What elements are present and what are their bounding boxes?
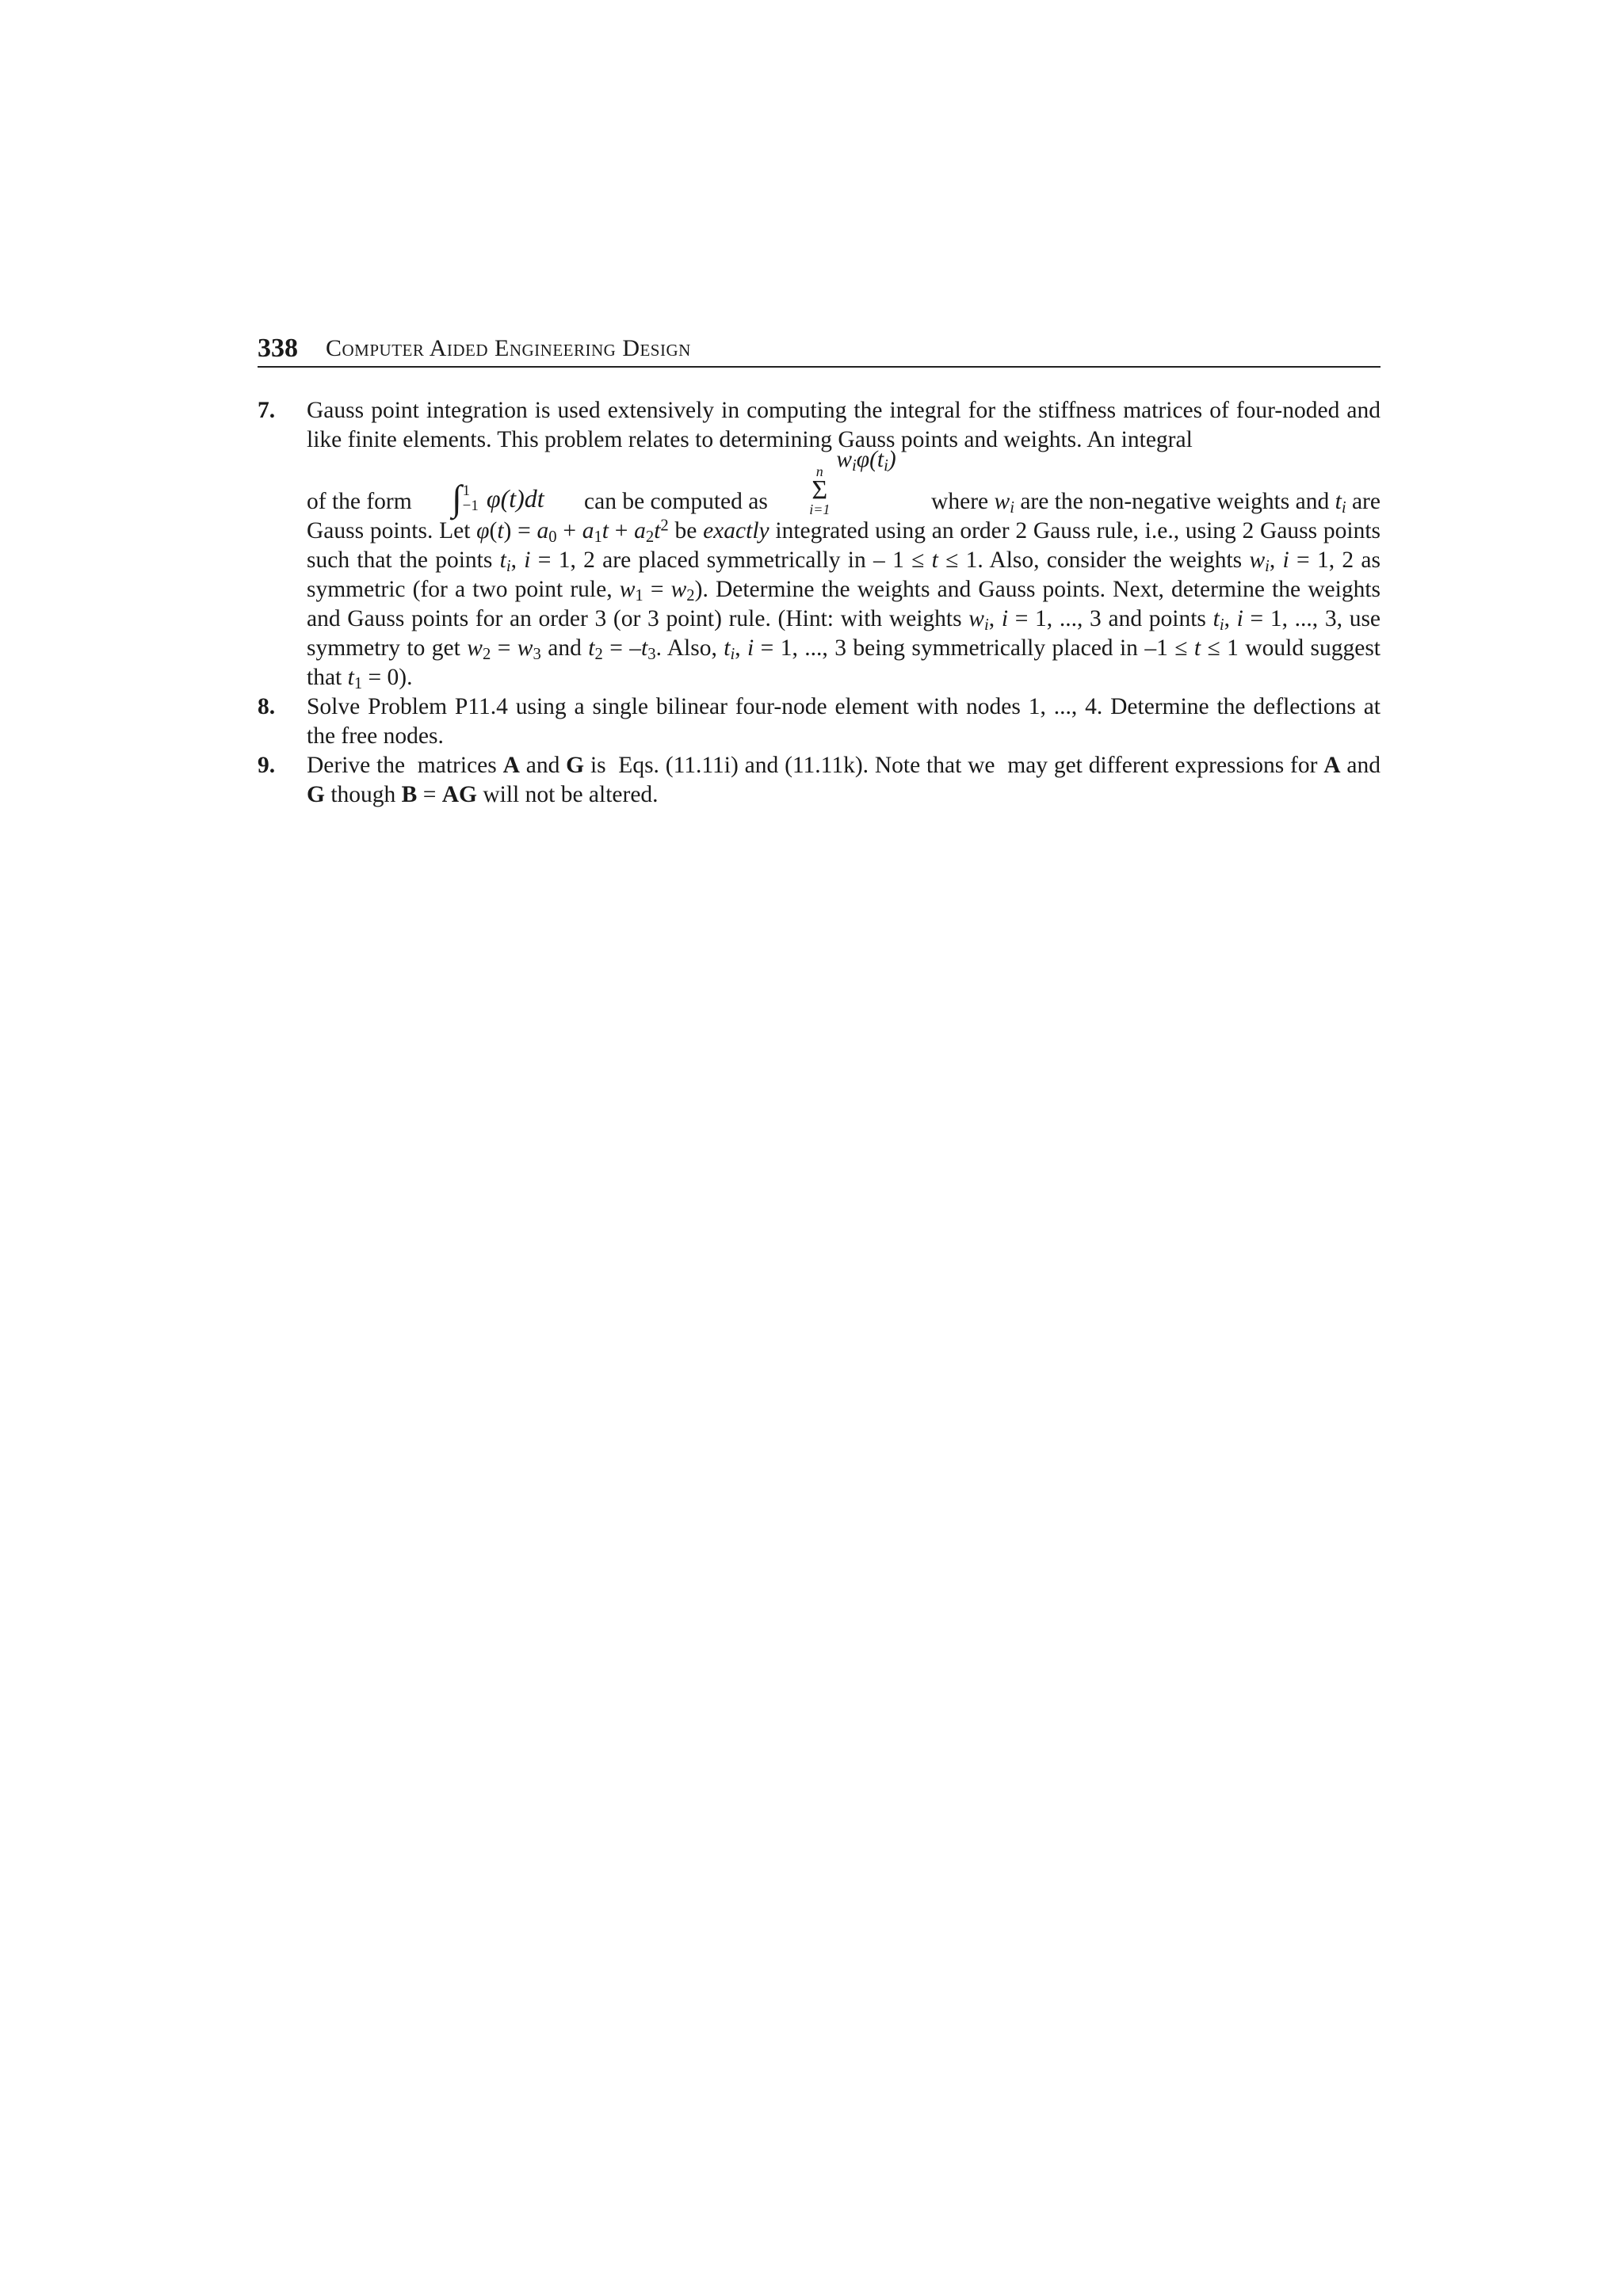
problem-text: Solve Problem P11.4 using a single bilinear four-node element with nodes 1, ..., 4. Determine the deflections at the free nodes. [307,694,1381,749]
problem-text: Gauss point integration is used extensively in computing the integral for the stiffness matrices of four-noded and like finite elements. This problem relates to determining Gauss points and weights. An integral [307,398,1381,452]
problem-list [258,396,1381,810]
problem-number: 9. [258,753,276,778]
page-header [258,331,1381,368]
problem-9 [258,751,1381,810]
problem-text-continued: Gauss points. Let $\varphi(t) = a_0 + a_1t + a_2t^2$ be exactly integrated using an order 2 Gauss rule, i.e., using 2 Gauss points such that the points $t_i$, i = 1, 2 are placed symmetrically in – 1 ≤ t ≤ 1. Also, consider the weights $w_i$, i = 1, 2 as symmetric (for a two point rule, $w_1 = w_2$). Determine the weights and Gauss points. Next, determine the weights and Gauss points for an order 3 (or 3 point) rule. (Hint: with weights $w_i$, i = 1, ..., 3 and points $t_i$, i = 1, ..., 3, use symmetry to get $w_2 = w_3$ and $t_2 = -t_3$. Also, $t_i$, i = 1, ..., 3 being symmetrically placed in –1 ≤ t ≤ 1 would suggest that $t_1 = 0$). [307,517,1381,693]
problem-7 [258,396,1381,692]
problem-number: 8. [258,694,276,719]
problem-number: 7. [258,398,276,423]
problem-8 [258,692,1381,751]
page-number: 338 [258,334,298,363]
summation-expression: n Σ i=1 [809,463,831,517]
problem-text: Derive the matrices A and G is Eqs. (11.11i) and (11.11k). Note that we may get different expressions for A and G though B = AG will not be altered. [307,753,1381,807]
formula-line: of the form ∫ 1 −1 φ(t)dt can be computed as n Σ i=1 $w_i\varphi(t_i)$ where $w_i$ are the non-negative weights and $t_i$ are [307,447,1381,518]
running-head: Computer Aided Engineering Design [326,335,691,361]
integral-expression: ∫ 1 −1 φ(t)dt [452,478,544,518]
